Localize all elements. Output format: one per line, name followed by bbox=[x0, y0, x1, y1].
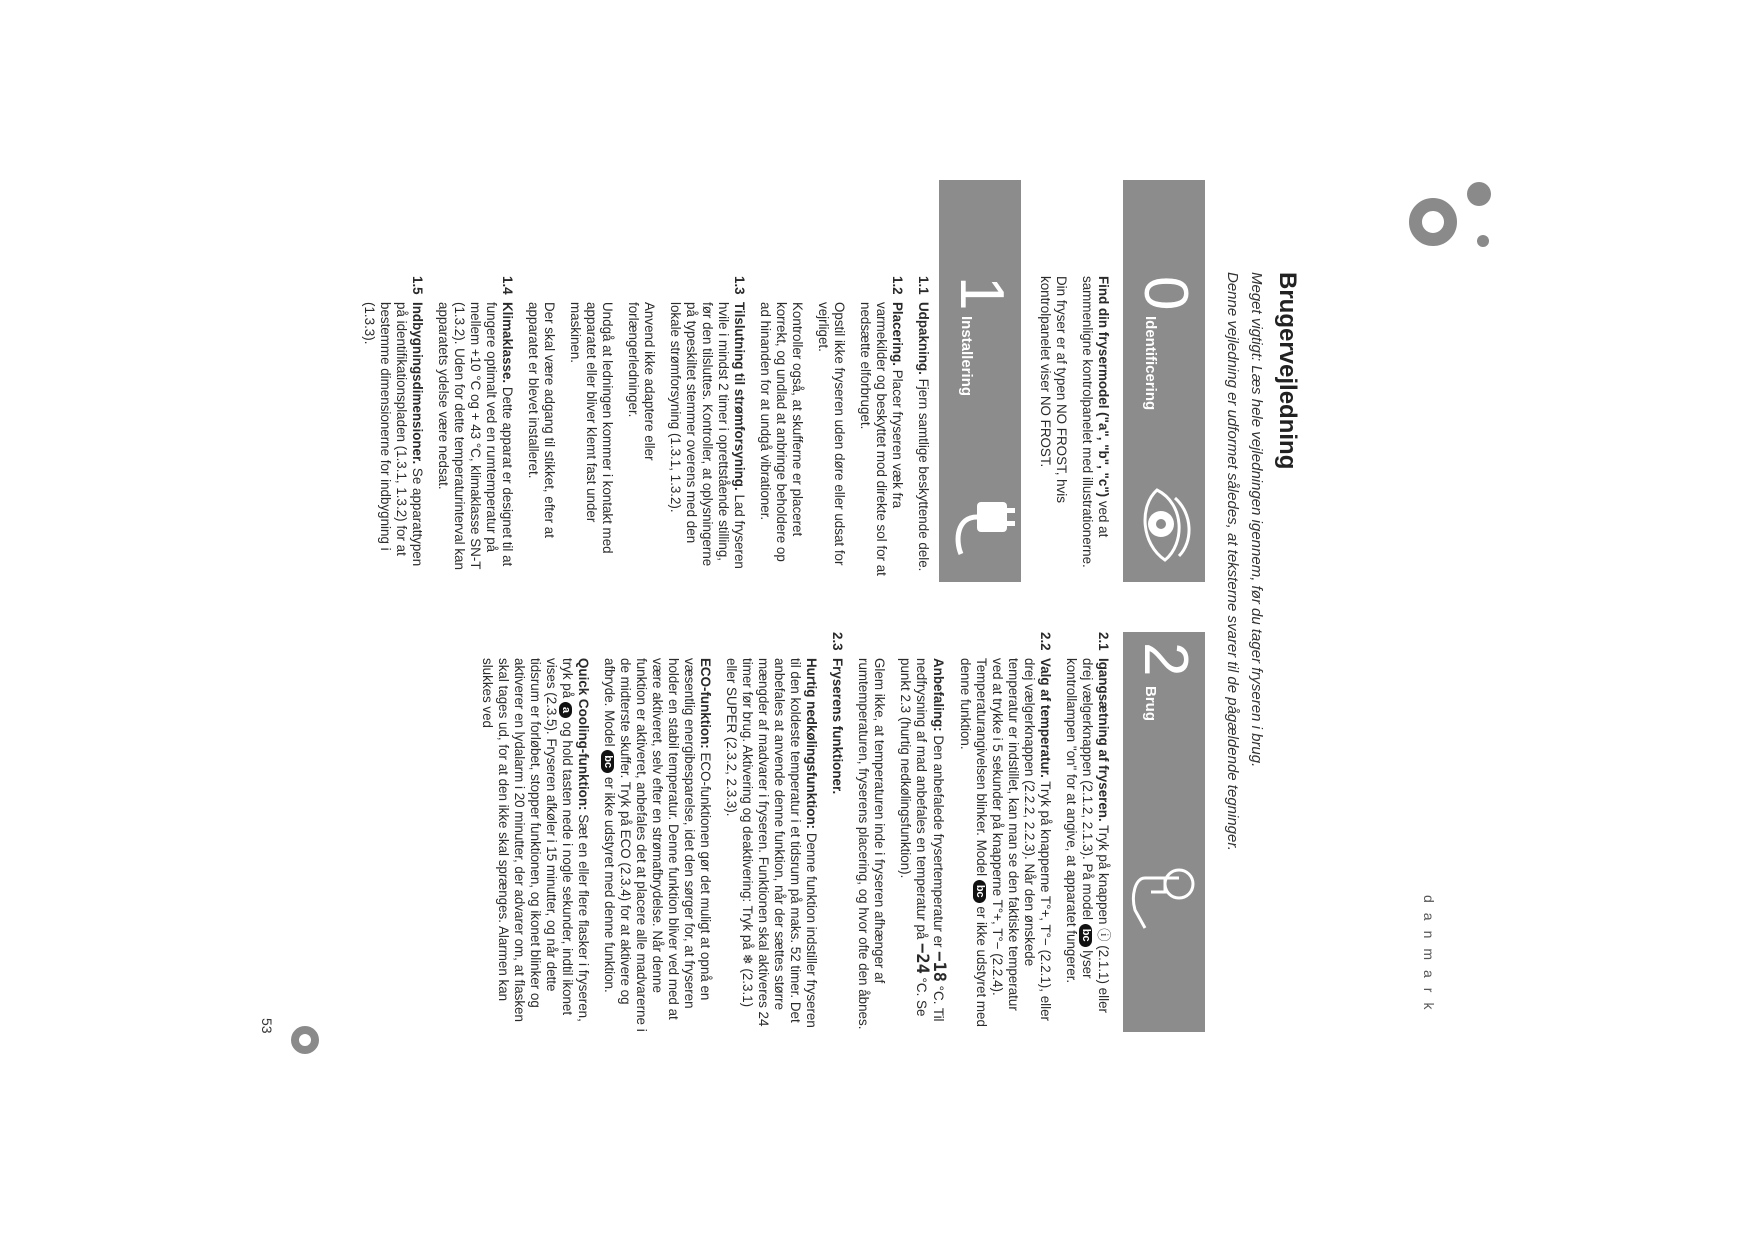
banner-label: Identificering bbox=[1142, 316, 1159, 411]
eco-rest2: er ikke udstyret med denne funktion. bbox=[602, 773, 617, 993]
quick-rest2: og hold tasten nede i nogle sekunder, indtil ikonet vises (2.3.5). Fryseren afkøler i 15 minutter, og når dette tidsrum er forløbet, stopper funktionen, og ikonet blinker og aktiverer en lydalarm i 20 minutter, der advarer om, at flasken skal tages ud, for at den ikke skal sprænges. Alarmen kan slukkes ved bbox=[480, 658, 575, 1022]
s23-bold: Fryserens funktioner. bbox=[830, 658, 845, 795]
intro-line-1: Meget vigtigt: Læs hele vejledningen igennem, før du tager fryseren i brug. bbox=[1248, 272, 1265, 768]
manual-page bbox=[257, 180, 1497, 1060]
quick-rest1: Sæt en eller flere flasker i fryseren, tryk på bbox=[560, 658, 591, 1022]
logo-dot-large bbox=[1467, 182, 1491, 206]
s22-rest1: Tryk på knapperne T°+, T°− (2.2.1), eller drej vælgerknappen (2.2.2, 2.2.3). Når den ønskede temperatur er indstillet, kan man se den faktiske temperatur ved at trykke i 5 sekunder på knapperne T°+, T°− (2.2.4). Temperaturangivelsen blinker. Model bbox=[974, 658, 1053, 1022]
page-number: 53 bbox=[259, 1018, 275, 1034]
hurtig-rest: Denne funktion indstiller fryseren til den koldeste temperatur i et tidsrum på maks. 52 timer. Det anbefales at anvende denne funktion, når der sættes større mængder af madvarer i fryseren. Funktionen skal aktiveres 24 timer før brug. Aktivering og deaktivering: Tryk på ❄ (2.3.1) eller SUPER (2.3.2, 2.3.3). bbox=[724, 658, 819, 1028]
hurtig-bold: Hurtig nedkølingsfunktion: bbox=[804, 658, 819, 830]
model-badge-bc: bc bbox=[601, 750, 614, 773]
temp-display-2: −24 bbox=[912, 943, 932, 974]
eco-rest1: ECO-funktionen gør det muligt at opnå en væsentlig energibesparelse, idet den sørger for, at fryseren holder en stabil temperatur. Denne funktion bliver ved med at være aktiveret, selv efter en strømafbrydelse. Når denne funktion er aktiveret, anbefales det at placere alle madvarerne i de midterste skuffer. Tryk på ECO (2.3.4) for at aktivere og afbryde. Model bbox=[602, 658, 713, 1032]
s21-number: 2.1 bbox=[1096, 632, 1111, 651]
s12-number: 1.2 bbox=[890, 276, 905, 295]
s21-rest1: Tryk på knappen ⓘ (2.1.1) eller drej vælgerknappen (2.1.2, 2.1.3). På model bbox=[1080, 658, 1111, 1013]
page-title: Brugervejledning bbox=[1274, 272, 1301, 470]
section0-p1-bold: Find din frysermodel ("a", "b", "c") bbox=[1096, 276, 1111, 498]
banner-label: Installering bbox=[958, 316, 975, 397]
s13-bold: Tilslutning til strømforsyning. bbox=[732, 302, 747, 491]
section1-text bbox=[351, 276, 931, 576]
banner-brug bbox=[1123, 632, 1205, 1032]
temp-display-1: −18 bbox=[929, 951, 949, 982]
banner-number: 0 bbox=[1131, 276, 1200, 311]
banner-identificering bbox=[1123, 180, 1205, 582]
s21-bold: Igangsætning af fryseren. bbox=[1096, 658, 1111, 822]
s13-p2: Anvend ikke adaptere eller forlængerledninger. bbox=[626, 302, 657, 461]
s21-rest2: lyser kontrollampen "on" for at angive, at apparatet fungerer. bbox=[1064, 658, 1095, 984]
s12-rest: Placer fryseren væk fra varmekilder og beskyttet mod direkte sol for at nedsætte elforbruget. bbox=[858, 302, 905, 576]
section0-p2: Din fryser er af typen NO FROST, hvis kontrolpanelet viser NO FROST. bbox=[1038, 276, 1069, 503]
s15-bold: Indbygningsdimensioner. bbox=[410, 302, 425, 465]
finger-press-icon bbox=[1127, 848, 1201, 938]
language-tag: danmark bbox=[1421, 895, 1437, 1020]
s14-bold: Klimaklasse. bbox=[500, 302, 515, 384]
logo-dot-small bbox=[1477, 235, 1489, 247]
s23-number: 2.3 bbox=[830, 632, 845, 651]
recommendation-bold: Anbefaling: bbox=[931, 658, 946, 732]
footer-ring bbox=[291, 1026, 319, 1054]
model-badge-bc: bc bbox=[1079, 924, 1092, 947]
s14-rest: Dette apparat er designet til at fungere optimalt ved en rumtemperatur på mellem +10 °C og + 43 °C, klimaklasse SN-T (1.3.2). Uden for dette temperaturinterval kan apparatets ydelse være nedsat. bbox=[436, 302, 515, 570]
model-badge-bc: bc bbox=[973, 880, 986, 903]
s15-number: 1.5 bbox=[410, 276, 425, 295]
s11-bold: Udpakning. bbox=[916, 302, 931, 375]
s13-number: 1.3 bbox=[732, 276, 747, 295]
s22-bold: Valg af temperatur. bbox=[1038, 658, 1053, 778]
s14-number: 1.4 bbox=[500, 276, 515, 295]
s13-p4: Der skal være adgang til stikket, efter at apparatet er blevet installeret. bbox=[526, 302, 557, 538]
section2-text bbox=[469, 632, 1111, 1032]
banner-number: 1 bbox=[947, 276, 1016, 311]
s22-p3: Glem ikke, at temperaturen inde i fryseren afhænger af rumtemperaturen, fryserens placering, og hvor ofte den åbnes. bbox=[856, 658, 887, 1030]
s12-bold: Placering. bbox=[890, 302, 905, 367]
banner-label: Brug bbox=[1142, 686, 1159, 721]
s11-number: 1.1 bbox=[916, 276, 931, 295]
eye-icon bbox=[1127, 484, 1201, 564]
banner-installering bbox=[939, 180, 1021, 582]
eco-bold: ECO-funktion: bbox=[698, 658, 713, 749]
s12-p2: Opstil ikke fryseren uden døre eller udsat for vejrliget. bbox=[816, 302, 847, 566]
s13-p3: Undgå at ledningen kommer i kontakt med apparatet eller bliver klemt fast under maskinen. bbox=[568, 302, 615, 554]
s15-rest: Se apparattypen på identifikationspladen (1.3.1, 1.3.2) for at bestemme dimensionerne for indbygning i (1.3.3). bbox=[362, 302, 425, 567]
banner-number: 2 bbox=[1131, 642, 1200, 677]
rec-text-1: Den anbefalede frysertemperatur er bbox=[931, 731, 946, 952]
s22-number: 2.2 bbox=[1038, 632, 1053, 651]
logo-ring bbox=[1409, 198, 1457, 246]
plug-icon bbox=[943, 480, 1017, 560]
s13-rest: Lad fryseren hvile i mindst 2 timer i oprettstående stilling, før den tilsluttes. Kontroller, at oplysningerne på typeskiltet stemmer overens med den lokale strømforsyning (1.3.1, 1.3.2). bbox=[668, 302, 747, 569]
section0-text bbox=[1027, 276, 1111, 576]
quick-bold: Quick Cooling-funktion: bbox=[576, 658, 591, 811]
intro-line-2: Denne vejledning er udformet således, at teksterne svarer til de pågældende tegninger. bbox=[1224, 272, 1241, 851]
rec-text-3: °C. Se punkt 2.3 (hurtig nedkølingsfunktion). bbox=[898, 658, 929, 1017]
section0-p1-rest: ved at sammenligne kontrolpanelet med illustrationerne. bbox=[1080, 276, 1111, 568]
s11-rest: Fjern samtlige beskyttende dele. bbox=[916, 374, 931, 572]
s12-p3: Kontroller også, at skufferne er placeret korrekt, og undlad at anbringe beholdere op ad hinanden for at undgå vibrationer. bbox=[758, 302, 805, 562]
rec-text-2: °C. Til nedfrysning af mad anbefales en temperatur på bbox=[914, 658, 946, 1022]
model-badge-a: a bbox=[559, 702, 572, 718]
s22-rest2: er ikke udstyret med denne funktion. bbox=[958, 658, 989, 1027]
